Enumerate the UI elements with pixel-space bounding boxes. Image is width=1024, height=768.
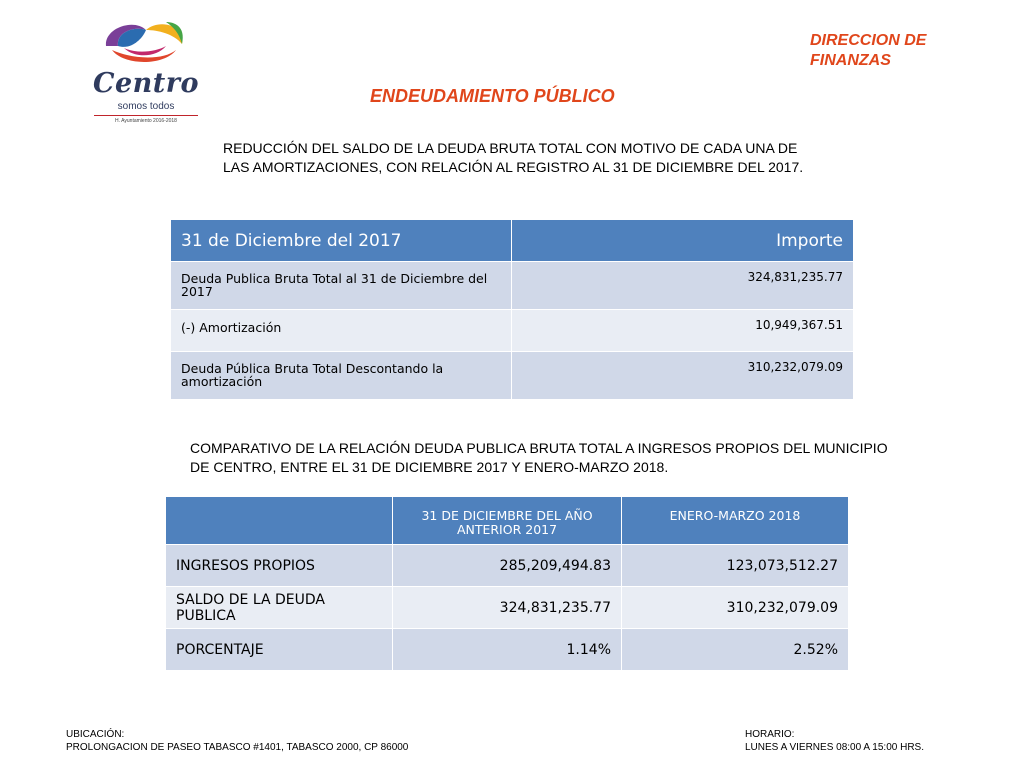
row-value-2017: 1.14% bbox=[393, 629, 622, 671]
row-amount: 10,949,367.51 bbox=[512, 310, 854, 352]
table2-header-2018: ENERO-MARZO 2018 bbox=[622, 497, 849, 545]
footer-schedule-value: LUNES A VIERNES 08:00 A 15:00 HRS. bbox=[745, 742, 924, 753]
department-line-1: DIRECCION DE bbox=[810, 32, 927, 49]
row-value-2018: 310,232,079.09 bbox=[622, 587, 849, 629]
row-amount: 310,232,079.09 bbox=[512, 352, 854, 400]
row-label: PORCENTAJE bbox=[166, 629, 393, 671]
page-title: ENDEUDAMIENTO PÚBLICO bbox=[370, 86, 615, 106]
row-value-2017: 285,209,494.83 bbox=[393, 545, 622, 587]
row-label: INGRESOS PROPIOS bbox=[166, 545, 393, 587]
table1-header-date: 31 de Diciembre del 2017 bbox=[171, 220, 512, 262]
intro-paragraph-1: REDUCCIÓN DEL SALDO DE LA DEUDA BRUTA TOTAL CON MOTIVO DE CADA UNA DE LAS AMORTIZACIONES, CON RELACIÓN AL REGISTRO AL 31 DE DICIEMBRE DEL 2017. bbox=[223, 140, 804, 175]
table2-header-blank bbox=[166, 497, 393, 545]
table1-header-amount: Importe bbox=[512, 220, 854, 262]
comparison-table bbox=[165, 496, 849, 671]
row-label: SALDO DE LA DEUDA PUBLICA bbox=[166, 587, 393, 629]
table-row bbox=[166, 545, 849, 587]
centro-logo bbox=[86, 12, 202, 124]
logo-caption: H. Ayuntamiento 2016-2018 bbox=[115, 118, 177, 124]
footer-location-label: UBICACIÓN: bbox=[66, 729, 125, 740]
logo-wordmark: Centro bbox=[92, 68, 199, 99]
footer-schedule bbox=[745, 728, 924, 754]
logo-emblem-icon bbox=[94, 16, 194, 68]
debt-reduction-table bbox=[170, 219, 854, 400]
table2-header-2017: 31 DE DICIEMBRE DEL AÑO ANTERIOR 2017 bbox=[393, 497, 622, 545]
table-row bbox=[171, 262, 854, 310]
table-row bbox=[166, 629, 849, 671]
row-value-2018: 123,073,512.27 bbox=[622, 545, 849, 587]
row-label: Deuda Pública Bruta Total Descontando la amortización bbox=[171, 352, 512, 400]
footer-schedule-label: HORARIO: bbox=[745, 729, 795, 740]
department-line-2: FINANZAS bbox=[810, 52, 891, 69]
logo-tagline: somos todos bbox=[117, 101, 175, 112]
footer-location bbox=[66, 728, 408, 754]
row-value-2017: 324,831,235.77 bbox=[393, 587, 622, 629]
row-value-2018: 2.52% bbox=[622, 629, 849, 671]
row-label: Deuda Publica Bruta Total al 31 de Diciembre del 2017 bbox=[171, 262, 512, 310]
table-row bbox=[166, 587, 849, 629]
intro-paragraph-2: COMPARATIVO DE LA RELACIÓN DEUDA PUBLICA BRUTA TOTAL A INGRESOS PROPIOS DEL MUNICIPIO DE CENTRO, ENTRE EL 31 DE DICIEMBRE 2017 Y ENERO-MARZO 2018. bbox=[190, 440, 888, 475]
footer-location-value: PROLONGACION DE PASEO TABASCO #1401, TABASCO 2000, CP 86000 bbox=[66, 742, 409, 753]
table-row bbox=[171, 310, 854, 352]
row-amount: 324,831,235.77 bbox=[512, 262, 854, 310]
table-row bbox=[171, 352, 854, 400]
logo-divider bbox=[94, 115, 198, 116]
department-name bbox=[810, 31, 970, 71]
row-label: (-) Amortización bbox=[171, 310, 512, 352]
